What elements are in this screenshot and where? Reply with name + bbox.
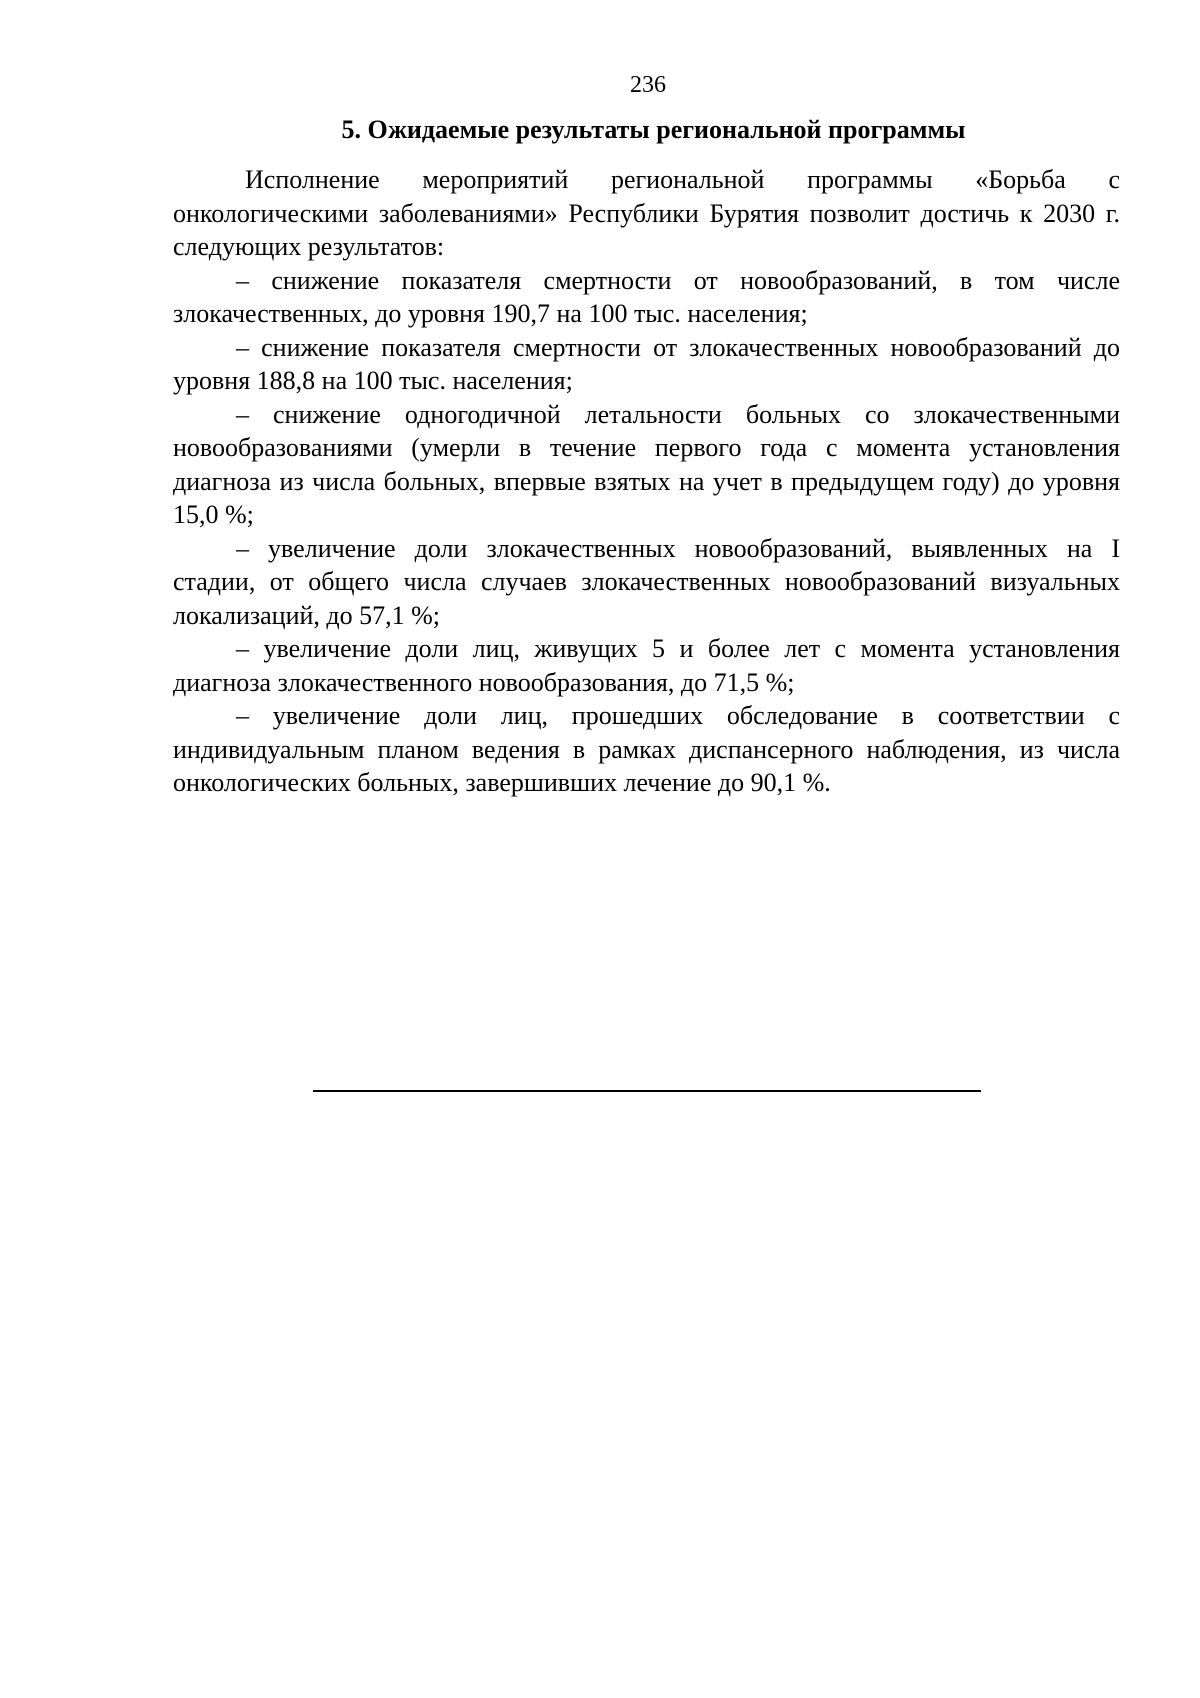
result-item-five-year-survival: – увеличение доли лиц, живущих 5 и более лет с момента установления диагноза злокачественного новообразования, до 71,5 %; (173, 634, 1120, 697)
section-heading: 5. Ожидаемые результаты региональной программы (341, 115, 966, 144)
result-item-one-year-lethality: – снижение одногодичной летальности больных со злокачественными новообразованиями (умерли в течение первого года с момента установления диагноза из числа больных, впервые взятых на учет в предыдущем году) до уровня 15,0 %; (173, 399, 1120, 529)
intro-paragraph: Исполнение мероприятий региональной программы «Борьба с онкологическими заболеваниями» Республики Бурятия позволит достичь к 2030 г. следующих результатов: (173, 165, 1120, 261)
result-item-mortality-malignant: – снижение показателя смертности от злокачественных новообразований до уровня 188,8 на 100 тыс. населения; (173, 332, 1120, 395)
closing-divider-line (313, 1090, 981, 1092)
result-item-stage-one-detection: – увеличение доли злокачественных новообразований, выявленных на I стадии, от общего числа случаев злокачественных новообразований визуальных локализаций, до 57,1 %; (173, 533, 1120, 630)
result-item-mortality-neoplasms: – снижение показателя смертности от новообразований, в том числе злокачественных, до уровня 190,7 на 100 тыс. населения; (173, 265, 1120, 328)
result-item-dispensary-observation: – увеличение доли лиц, прошедших обследование в соответствии с индивидуальным планом ведения в рамках диспансерного наблюдения, из числа онкологических больных, завершивших лечение до 90,1 %. (173, 701, 1120, 797)
page-number: 236 (630, 72, 666, 98)
section-body (173, 113, 1120, 800)
